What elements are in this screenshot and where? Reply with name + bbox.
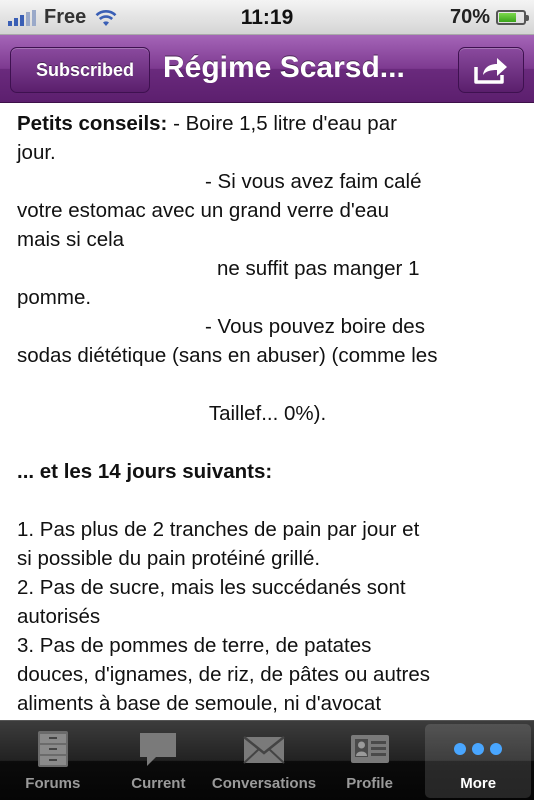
content-line [17, 283, 518, 312]
content-line [17, 457, 518, 486]
content-line [17, 312, 518, 341]
content-text: - Si vous avez faim calé [205, 170, 422, 193]
tab-label: Profile [346, 775, 393, 792]
content-line [17, 138, 518, 167]
speech-bubble-icon [136, 729, 180, 769]
tab-label: Forums [25, 775, 81, 792]
tab-label: More [460, 775, 497, 792]
content-line [17, 370, 518, 399]
content-line [17, 544, 518, 573]
content-text: votre estomac avec un grand verre d'eau [17, 199, 389, 222]
subscribed-back-button[interactable] [10, 47, 150, 93]
content-text: 2. Pas de sucre, mais les succédanés sont [17, 576, 406, 599]
tab-label: Conversations [211, 775, 317, 792]
more-dots-icon [450, 729, 506, 769]
content-text: pomme. [17, 286, 92, 309]
carrier-name: Free [44, 6, 87, 28]
content-line [17, 196, 518, 225]
content-text: ne suffit pas manger 1 [217, 257, 420, 280]
tab-profile[interactable] [317, 721, 423, 800]
envelope-icon [242, 729, 286, 769]
battery-icon [496, 10, 526, 25]
share-button[interactable] [458, 47, 524, 93]
status-right [450, 6, 526, 29]
tab-forums[interactable] [0, 721, 106, 800]
content-line [17, 254, 518, 283]
back-button-label: Subscribed [35, 59, 135, 80]
status-bar [0, 0, 534, 35]
content-line [17, 573, 518, 602]
content-text: 1. Pas plus de 2 tranches de pain par jour et [17, 518, 420, 541]
page-title: Régime Scarsd... [163, 51, 405, 84]
content-line [17, 631, 518, 660]
content-line [17, 486, 518, 515]
content-line [17, 515, 518, 544]
content-heading: ... et les 14 jours suivants: [17, 460, 273, 483]
post-content [0, 103, 534, 720]
content-text: mais si cela [17, 228, 125, 251]
content-text: aliments à base de semoule, ni d'avocat [17, 692, 382, 715]
content-line [17, 109, 518, 138]
content-line [17, 602, 518, 631]
battery-level [499, 13, 516, 22]
content-text: si possible du pain protéiné grillé. [17, 547, 321, 570]
content-text: douces, d'ignames, de riz, de pâtes ou autres [17, 663, 431, 686]
status-time: 11:19 [240, 6, 294, 29]
content-line [17, 660, 518, 689]
tab-more[interactable] [425, 724, 531, 798]
content-text: - Vous pouvez boire des [205, 315, 425, 338]
forums-icon [35, 729, 71, 769]
content-line [17, 341, 518, 370]
content-text: jour. [17, 141, 56, 164]
tab-label: Current [131, 775, 186, 792]
content-text: Taillef... 0%). [208, 402, 327, 425]
content-line [17, 399, 518, 428]
content-text: autorisés [17, 605, 101, 628]
content-line [17, 428, 518, 457]
content-text: sodas diététique (sans en abuser) (comme les [17, 344, 438, 367]
tab-current[interactable] [106, 721, 212, 800]
content-line [17, 167, 518, 196]
content-line [17, 689, 518, 718]
content-text: 3. Pas de pommes de terre, de patates [17, 634, 372, 657]
content-heading: Petits conseils: [17, 112, 168, 135]
share-arrow-icon [472, 55, 510, 85]
tab-bar [0, 720, 534, 800]
content-text: - Boire 1,5 litre d'eau par [167, 112, 397, 135]
profile-card-icon [348, 729, 392, 769]
content-line [17, 225, 518, 254]
battery-percent: 70% [449, 6, 490, 28]
navigation-bar [0, 35, 534, 103]
tab-conversations[interactable] [211, 721, 317, 800]
